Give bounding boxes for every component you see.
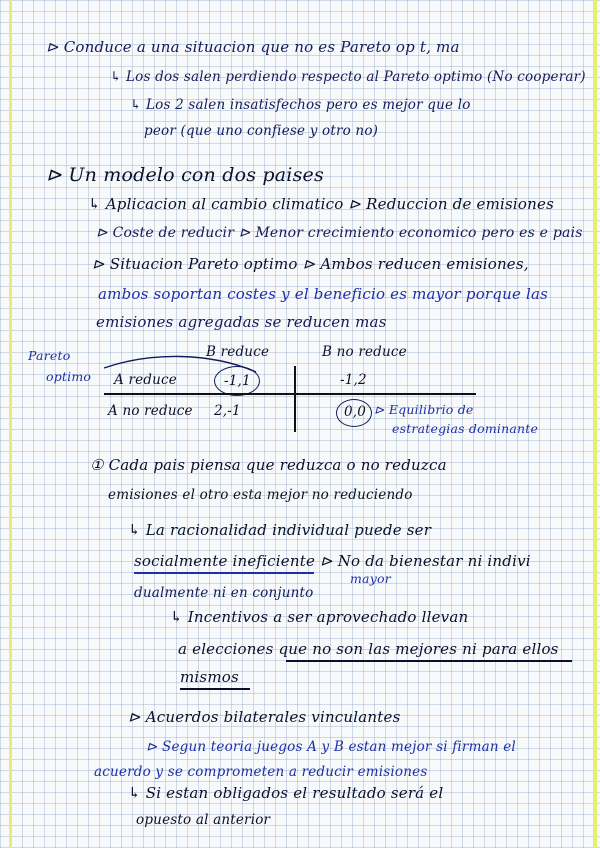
underline-mismos bbox=[180, 688, 250, 690]
underline-mejores bbox=[286, 660, 572, 662]
note-line-4: peor (que uno confiese y otro no) bbox=[144, 123, 379, 139]
note-line-2: ↳ Los dos salen perdiendo respecto al Pareto optimo (No cooperar) bbox=[110, 69, 586, 85]
cell-a-no-reduce-b-reduce: 2,-1 bbox=[214, 403, 241, 419]
note-line-15: dualmente ni en conjunto bbox=[134, 585, 314, 601]
underline-ineficiente bbox=[134, 572, 314, 574]
cell-a-reduce-b-no-reduce: -1,2 bbox=[340, 372, 367, 388]
note-line-13: ↳ La racionalidad individual puede ser bbox=[128, 521, 432, 539]
note-line-19: ⊳ Acuerdos bilaterales vinculantes bbox=[128, 708, 401, 726]
cell-a-reduce-b-reduce: -1,1 bbox=[224, 373, 251, 389]
cell-a-no-reduce-b-no-reduce: 0,0 bbox=[344, 404, 367, 420]
note-line-3: ↳ Los 2 salen insatisfechos pero es mejor que lo bbox=[130, 97, 471, 113]
note-line-20: ⊳ Segun teoria juegos A y B estan mejor si firman el bbox=[146, 739, 516, 755]
note-line-10: emisiones agregadas se reducen mas bbox=[96, 313, 387, 331]
row-header-a-reduce: A reduce bbox=[114, 372, 177, 388]
note-line-23: opuesto al anterior bbox=[136, 812, 271, 828]
table-vertical-line bbox=[294, 366, 296, 432]
note-line-1: ⊳ Conduce a una situacion que no es Pareto op t, ma bbox=[46, 38, 460, 56]
equilibrium-circle bbox=[336, 399, 372, 427]
row-header-a-no-reduce: A no reduce bbox=[108, 403, 193, 419]
note-line-8: ⊳ Situacion Pareto optimo ⊳ Ambos reducen emisiones, bbox=[92, 255, 529, 273]
equilibrium-label-2: estrategias dominante bbox=[392, 421, 539, 436]
col-header-b-no-reduce: B no reduce bbox=[322, 344, 407, 360]
pareto-label: Pareto bbox=[28, 348, 71, 363]
pareto-circle bbox=[214, 366, 260, 396]
table-horizontal-line bbox=[104, 393, 476, 395]
note-line-7: ⊳ Coste de reducir ⊳ Menor crecimiento economico pero es e pais bbox=[96, 225, 583, 241]
note-heading-model: ⊳ Un modelo con dos paises bbox=[46, 164, 324, 186]
note-line-21: acuerdo y se comprometen a reducir emisiones bbox=[94, 764, 428, 780]
note-line-17: a elecciones que no son las mejores ni para ellos bbox=[178, 640, 559, 658]
note-line-12: emisiones el otro esta mejor no reduciendo bbox=[108, 487, 413, 503]
note-line-14b: mayor bbox=[350, 571, 391, 586]
note-line-16: ↳ Incentivos a ser aprovechado llevan bbox=[170, 608, 469, 626]
optimo-label: optimo bbox=[46, 369, 92, 384]
note-line-22: ↳ Si estan obligados el resultado será el bbox=[128, 784, 444, 802]
note-line-11: ① Cada pais piensa que reduzca o no reduzca bbox=[90, 456, 447, 474]
note-line-9: ambos soportan costes y el beneficio es mayor porque las bbox=[98, 285, 549, 303]
equilibrium-label-1: ⊳ Equilibrio de bbox=[374, 402, 474, 417]
note-line-18: mismos bbox=[180, 668, 239, 686]
note-line-6: ↳ Aplicacion al cambio climatico ⊳ Reduccion de emisiones bbox=[88, 195, 554, 213]
note-line-14: socialmente ineficiente ⊳ No da bienestar ni indivi bbox=[134, 552, 531, 570]
col-header-b-reduce: B reduce bbox=[206, 344, 270, 360]
